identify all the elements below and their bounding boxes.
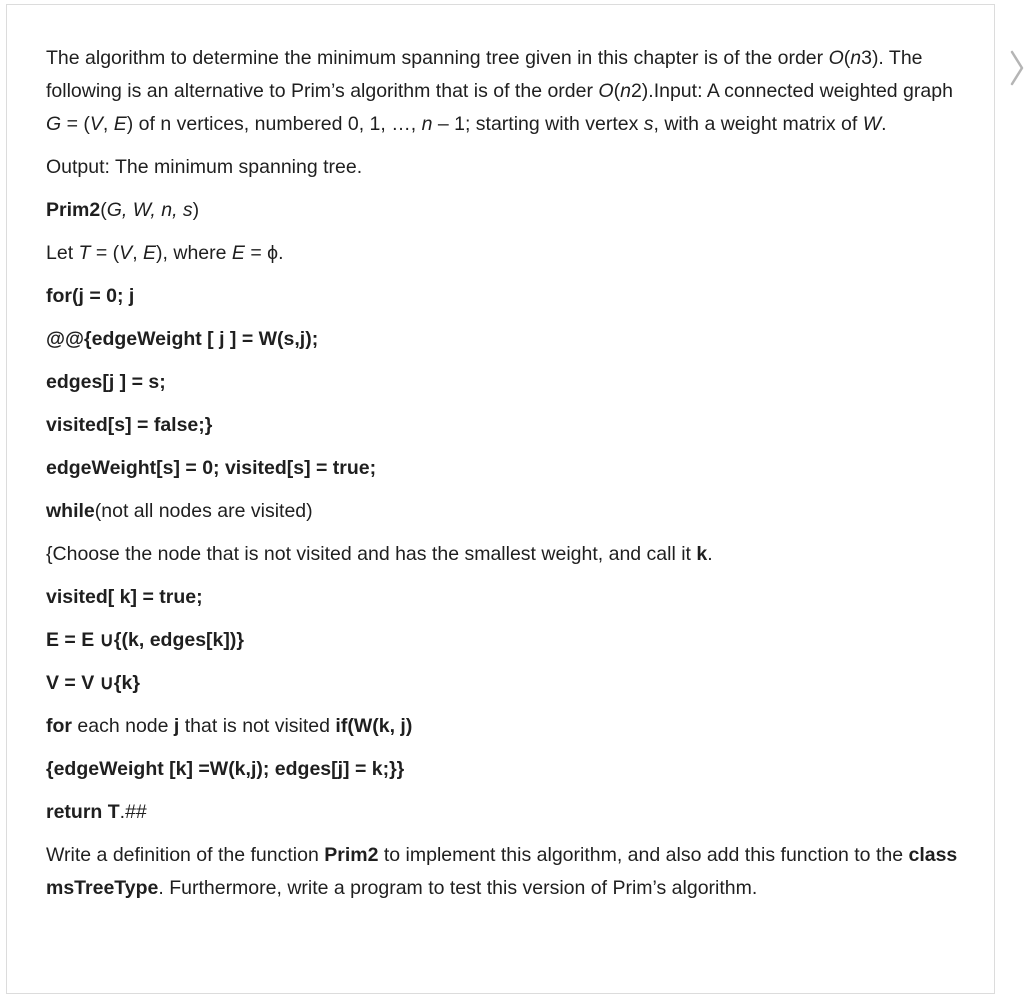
function-name: Prim2 (46, 199, 101, 221)
code-foreach-line: for each node j that is not visited if(W(k, j) (46, 715, 413, 737)
code-update-line: {edgeWeight [k] =W(k,j); edges[j] = k;}} (46, 758, 405, 780)
code-edges-line: edges[j ] = s; (46, 371, 166, 393)
code-choose-line: {Choose the node that is not visited and has the smallest weight, and call it k. (46, 543, 713, 565)
code-visited-line: visited[s] = false;} (46, 414, 213, 436)
output-line: Output: The minimum spanning tree. (46, 156, 363, 178)
code-return-line: return T.## (46, 801, 147, 823)
function-signature: Prim2(G, W, n, s) (46, 199, 200, 221)
task-paragraph: Write a definition of the function Prim2 to implement this algorithm, and also add this function to the class msTreeType. Furthermore, write a program to test this version of Prim’s algorithm. (46, 844, 958, 899)
code-e-union-line: E = E ∪{(k, edges[k])} (46, 629, 244, 651)
question-content (46, 42, 966, 915)
code-v-union-line: V = V ∪{k} (46, 672, 140, 694)
intro-paragraph: The algorithm to determine the minimum spanning tree given in this chapter is of the order O(n3). The following is an alternative to Prim’s algorithm that is of the order O(n2).Input: A connected weighted graph G = (V, E) of n vertices, numbered 0, 1, …, n – 1; starting with vertex s, with a weight matrix of W. (46, 47, 953, 135)
task-class-name: class msTreeType (46, 844, 958, 899)
code-for-line: for(j = 0; j (46, 285, 135, 307)
let-line: Let T = (V, E), where E = ϕ. (46, 242, 284, 264)
code-while-line: while(not all nodes are visited) (46, 500, 313, 522)
code-init-line: edgeWeight[s] = 0; visited[s] = true; (46, 457, 377, 479)
chevron-right-icon[interactable] (1010, 48, 1024, 88)
task-function-name: Prim2 (324, 844, 379, 866)
code-visitedk-line: visited[ k] = true; (46, 586, 203, 608)
code-edgeweight-line: @@{edgeWeight [ j ] = W(s,j); (46, 328, 319, 350)
